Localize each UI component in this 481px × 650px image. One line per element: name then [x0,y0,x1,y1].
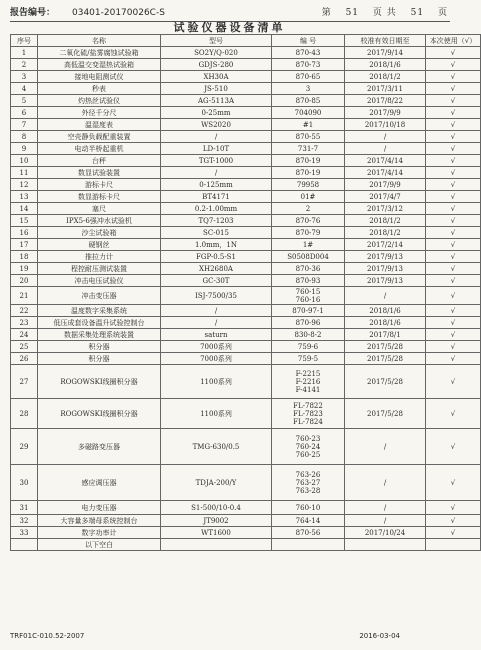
cell-code: 870-73 [272,59,345,71]
cell-model: BT4171 [161,191,272,203]
cell-name: 二氧化硫/盐雾腐蚀试验箱 [38,47,161,59]
cell-date: / [345,515,426,527]
cell-use: √ [426,239,481,251]
cell-use: √ [426,191,481,203]
cell-name: 积分器 [38,353,161,365]
page-current: 51 [345,8,360,18]
cell-name: 台秤 [38,155,161,167]
col-header-date: 校准有效日期至 [345,35,426,47]
cell-no: 5 [11,95,38,107]
cell-use: √ [426,119,481,131]
col-header-code: 编 号 [272,35,345,47]
cell-date: 2017/9/13 [345,251,426,263]
cell-name: 积分器 [38,341,161,353]
table-row [11,239,481,251]
cell-use: √ [426,305,481,317]
table-row [11,287,481,305]
table-row [11,365,481,399]
cell-name: 高低温交变湿热试验箱 [38,59,161,71]
cell-model: / [161,317,272,329]
cell-code: 764-14 [272,515,345,527]
cell-date: 2017/3/11 [345,83,426,95]
cell-no: 10 [11,155,38,167]
cell-use: √ [426,317,481,329]
cell-code: 2 [272,203,345,215]
cell-use: √ [426,429,481,465]
cell-model: GDJS-280 [161,59,272,71]
cell-use: √ [426,107,481,119]
cell-code: 01# [272,191,345,203]
cell-name: 硬钢丝 [38,239,161,251]
cell-code: 760-15 760-16 [272,287,345,305]
cell-no: 17 [11,239,38,251]
cell-date: 2017/3/12 [345,203,426,215]
cell-model [161,539,272,551]
cell-date [345,539,426,551]
col-header-use: 本次使用（√） [426,35,481,47]
cell-use: √ [426,167,481,179]
cell-name: 多磁路变压器 [38,429,161,465]
cell-date: 2017/4/7 [345,191,426,203]
cell-code: 759-5 [272,353,345,365]
cell-model: / [161,131,272,143]
cell-use: √ [426,155,481,167]
cell-no: 3 [11,71,38,83]
cell-date: 2017/5/28 [345,399,426,429]
cell-model: JT9002 [161,515,272,527]
cell-date: 2017/5/28 [345,353,426,365]
cell-use: √ [426,353,481,365]
cell-use: √ [426,83,481,95]
table-row [11,527,481,539]
col-header-model: 型号 [161,35,272,47]
cell-model: 1100系列 [161,365,272,399]
equipment-table [10,34,481,551]
cell-no: 14 [11,203,38,215]
cell-use: √ [426,251,481,263]
cell-model: WT1600 [161,527,272,539]
cell-use: √ [426,59,481,71]
col-header-no: 序号 [11,35,38,47]
cell-name: 数显游标卡尺 [38,191,161,203]
cell-model: 0-25mm [161,107,272,119]
cell-use: √ [426,275,481,287]
cell-name: 大容量多端母系统控制台 [38,515,161,527]
cell-use: √ [426,47,481,59]
cell-model: WS2020 [161,119,272,131]
cell-use: √ [426,501,481,515]
cell-no: 12 [11,179,38,191]
cell-code: 704090 [272,107,345,119]
cell-use: √ [426,287,481,305]
cell-use: √ [426,515,481,527]
cell-name: 空壳静负载配重装置 [38,131,161,143]
table-row [11,501,481,515]
table-row [11,191,481,203]
cell-name: 温湿度表 [38,119,161,131]
cell-code: 870-19 [272,167,345,179]
cell-use: √ [426,71,481,83]
cell-name: 游标卡尺 [38,179,161,191]
cell-model: 0-125mm [161,179,272,191]
cell-no: 24 [11,329,38,341]
cell-no: 33 [11,527,38,539]
table-row [11,131,481,143]
cell-date: / [345,143,426,155]
cell-code: S0508D004 [272,251,345,263]
table-row [11,305,481,317]
cell-code: 870-85 [272,95,345,107]
table-row [11,179,481,191]
cell-no: 7 [11,119,38,131]
report-header [10,6,450,20]
cell-name: 外径千分尺 [38,107,161,119]
cell-code [272,539,345,551]
cell-name: 塞尺 [38,203,161,215]
cell-date: 2018/1/6 [345,305,426,317]
cell-model: LD-10T [161,143,272,155]
cell-no: 25 [11,341,38,353]
cell-code: 870-93 [272,275,345,287]
cell-code: 759-6 [272,341,345,353]
cell-model: / [161,167,272,179]
table-row [11,329,481,341]
cell-model: AG-5113A [161,95,272,107]
cell-date: 2017/5/28 [345,365,426,399]
form-number: TRF01C-010.52-2007 [10,632,85,640]
cell-no: 31 [11,501,38,515]
cell-use: √ [426,215,481,227]
table-row [11,263,481,275]
cell-name: 感应调压器 [38,465,161,501]
table-row [11,215,481,227]
cell-date: 2017/8/22 [345,95,426,107]
cell-name: 程控耐压测试装置 [38,263,161,275]
table-row [11,167,481,179]
table-row [11,155,481,167]
cell-date: 2018/1/2 [345,71,426,83]
cell-code: 1# [272,239,345,251]
cell-code: 3 [272,83,345,95]
cell-use: √ [426,179,481,191]
cell-date: 2017/10/24 [345,527,426,539]
cell-name: 冲击电压试验仪 [38,275,161,287]
cell-code: 870-96 [272,317,345,329]
cell-no: 28 [11,399,38,429]
cell-date: 2017/9/14 [345,47,426,59]
table-row [11,251,481,263]
cell-model: FGP-0.5-S1 [161,251,272,263]
cell-no: 18 [11,251,38,263]
cell-date: 2017/5/28 [345,341,426,353]
cell-code: FL-7822 FL-7823 FL-7824 [272,399,345,429]
cell-name: 数字功率计 [38,527,161,539]
cell-use: √ [426,143,481,155]
cell-date: 2017/4/14 [345,155,426,167]
cell-date: 2017/9/9 [345,107,426,119]
cell-no: 16 [11,227,38,239]
cell-code: 870-56 [272,527,345,539]
cell-no: 21 [11,287,38,305]
cell-name: 秒表 [38,83,161,95]
cell-no: 30 [11,465,38,501]
cell-code: 760-10 [272,501,345,515]
cell-use: √ [426,527,481,539]
cell-date: / [345,501,426,515]
cell-name: 灼热丝试验仪 [38,95,161,107]
cell-name: 以下空白 [38,539,161,551]
cell-date: 2017/9/13 [345,263,426,275]
cell-name: ROGOWSKI线圈积分器 [38,399,161,429]
table-row [11,119,481,131]
table-row [11,429,481,465]
cell-use: √ [426,203,481,215]
cell-no: 15 [11,215,38,227]
cell-name: 推拉力计 [38,251,161,263]
cell-date: / [345,465,426,501]
cell-model: TGT-1000 [161,155,272,167]
cell-code: 870-36 [272,263,345,275]
cell-model: SC-015 [161,227,272,239]
cell-model: 7000系列 [161,353,272,365]
report-no-value: 03401-20170026C-S [72,8,165,18]
cell-use: √ [426,365,481,399]
table-row [11,539,481,551]
cell-date: 2017/4/14 [345,167,426,179]
cell-name: 数据采集处理系统装置 [38,329,161,341]
cell-model: GC-30T [161,275,272,287]
cell-date: 2018/1/2 [345,215,426,227]
cell-use: √ [426,465,481,501]
cell-use [426,539,481,551]
table-row [11,317,481,329]
cell-use: √ [426,341,481,353]
cell-no: 1 [11,47,38,59]
cell-model: 1100系列 [161,399,272,429]
cell-model: 7000系列 [161,341,272,353]
cell-code: 870-76 [272,215,345,227]
cell-no: 29 [11,429,38,465]
cell-model: SO2Y/Q-020 [161,47,272,59]
cell-no: 2 [11,59,38,71]
cell-name: 沙尘试验箱 [38,227,161,239]
cell-date: 2018/1/6 [345,59,426,71]
page-title: 试验仪器设备清单 [173,21,286,34]
cell-no: 9 [11,143,38,155]
page-text-2: 页 共 [372,8,397,18]
table-row [11,107,481,119]
cell-code: 870-65 [272,71,345,83]
cell-no: 13 [11,191,38,203]
cell-no: 20 [11,275,38,287]
cell-date: 2017/9/13 [345,275,426,287]
cell-date: 2017/9/9 [345,179,426,191]
cell-no: 8 [11,131,38,143]
table-row [11,47,481,59]
report-no-label: 报告编号： [10,8,56,18]
page-total: 51 [410,8,425,18]
cell-code: 870-79 [272,227,345,239]
page-indicator [312,6,448,20]
cell-code: 870-97-1 [272,305,345,317]
table-row [11,515,481,527]
cell-code: 870-55 [272,131,345,143]
page-text-1: 第 [321,8,332,18]
cell-no [11,539,38,551]
cell-model: / [161,305,272,317]
cell-date: 2017/2/14 [345,239,426,251]
cell-code: 760-23 760-24 760-25 [272,429,345,465]
table-row [11,275,481,287]
cell-no: 27 [11,365,38,399]
cell-use: √ [426,227,481,239]
cell-model: JS-510 [161,83,272,95]
cell-use: √ [426,131,481,143]
cell-code: 763-26 763-27 763-28 [272,465,345,501]
cell-date: / [345,287,426,305]
cell-date: 2017/10/18 [345,119,426,131]
cell-no: 26 [11,353,38,365]
table-row [11,227,481,239]
cell-code: 830-8-2 [272,329,345,341]
cell-code: 870-19 [272,155,345,167]
cell-date: / [345,131,426,143]
col-header-name: 名称 [38,35,161,47]
page-footer [10,632,450,642]
page-text-3: 页 [437,8,448,18]
table-header-row [11,35,481,47]
cell-name: 低压成套设备温升试验控制台 [38,317,161,329]
cell-name: 电力变压器 [38,501,161,515]
cell-name: 接地电阻测试仪 [38,71,161,83]
cell-model: TQ7-1203 [161,215,272,227]
cell-code: F-2215 F-2216 F-4141 [272,365,345,399]
cell-name: 冲击变压器 [38,287,161,305]
cell-date: 2018/1/6 [345,317,426,329]
cell-name: 温度数字采集系统 [38,305,161,317]
cell-model: TDJA-200/Y [161,465,272,501]
cell-code: 870-43 [272,47,345,59]
table-row [11,399,481,429]
table-row [11,59,481,71]
cell-code: 731-7 [272,143,345,155]
cell-no: 19 [11,263,38,275]
table-row [11,83,481,95]
cell-no: 23 [11,317,38,329]
cell-model: XH2680A [161,263,272,275]
table-row [11,95,481,107]
table-row [11,203,481,215]
cell-name: 电动半桥起重机 [38,143,161,155]
cell-model: ISJ-7500/35 [161,287,272,305]
cell-date: / [345,429,426,465]
table-row [11,143,481,155]
cell-no: 32 [11,515,38,527]
cell-model: 0.2-1.00mm [161,203,272,215]
table-body [11,47,481,551]
cell-date: 2017/8/1 [345,329,426,341]
cell-model: XH30A [161,71,272,83]
table-row [11,71,481,83]
cell-no: 11 [11,167,38,179]
cell-no: 4 [11,83,38,95]
cell-use: √ [426,329,481,341]
table-row [11,341,481,353]
cell-no: 6 [11,107,38,119]
cell-use: √ [426,263,481,275]
cell-no: 22 [11,305,38,317]
cell-name: IPX5-6强冲水试验机 [38,215,161,227]
cell-use: √ [426,399,481,429]
cell-use: √ [426,95,481,107]
cell-name: ROGOWSKI线圈积分器 [38,365,161,399]
footer-date: 2016-03-04 [359,632,400,640]
cell-code: 79958 [272,179,345,191]
table-row [11,465,481,501]
cell-model: TMG-630/0.5 [161,429,272,465]
cell-model: S1-500/10-0.4 [161,501,272,515]
cell-code: #1 [272,119,345,131]
cell-model: 1.0mm，1N [161,239,272,251]
cell-date: 2018/1/2 [345,227,426,239]
table-row [11,353,481,365]
cell-model: saturn [161,329,272,341]
cell-name: 数显试验装置 [38,167,161,179]
